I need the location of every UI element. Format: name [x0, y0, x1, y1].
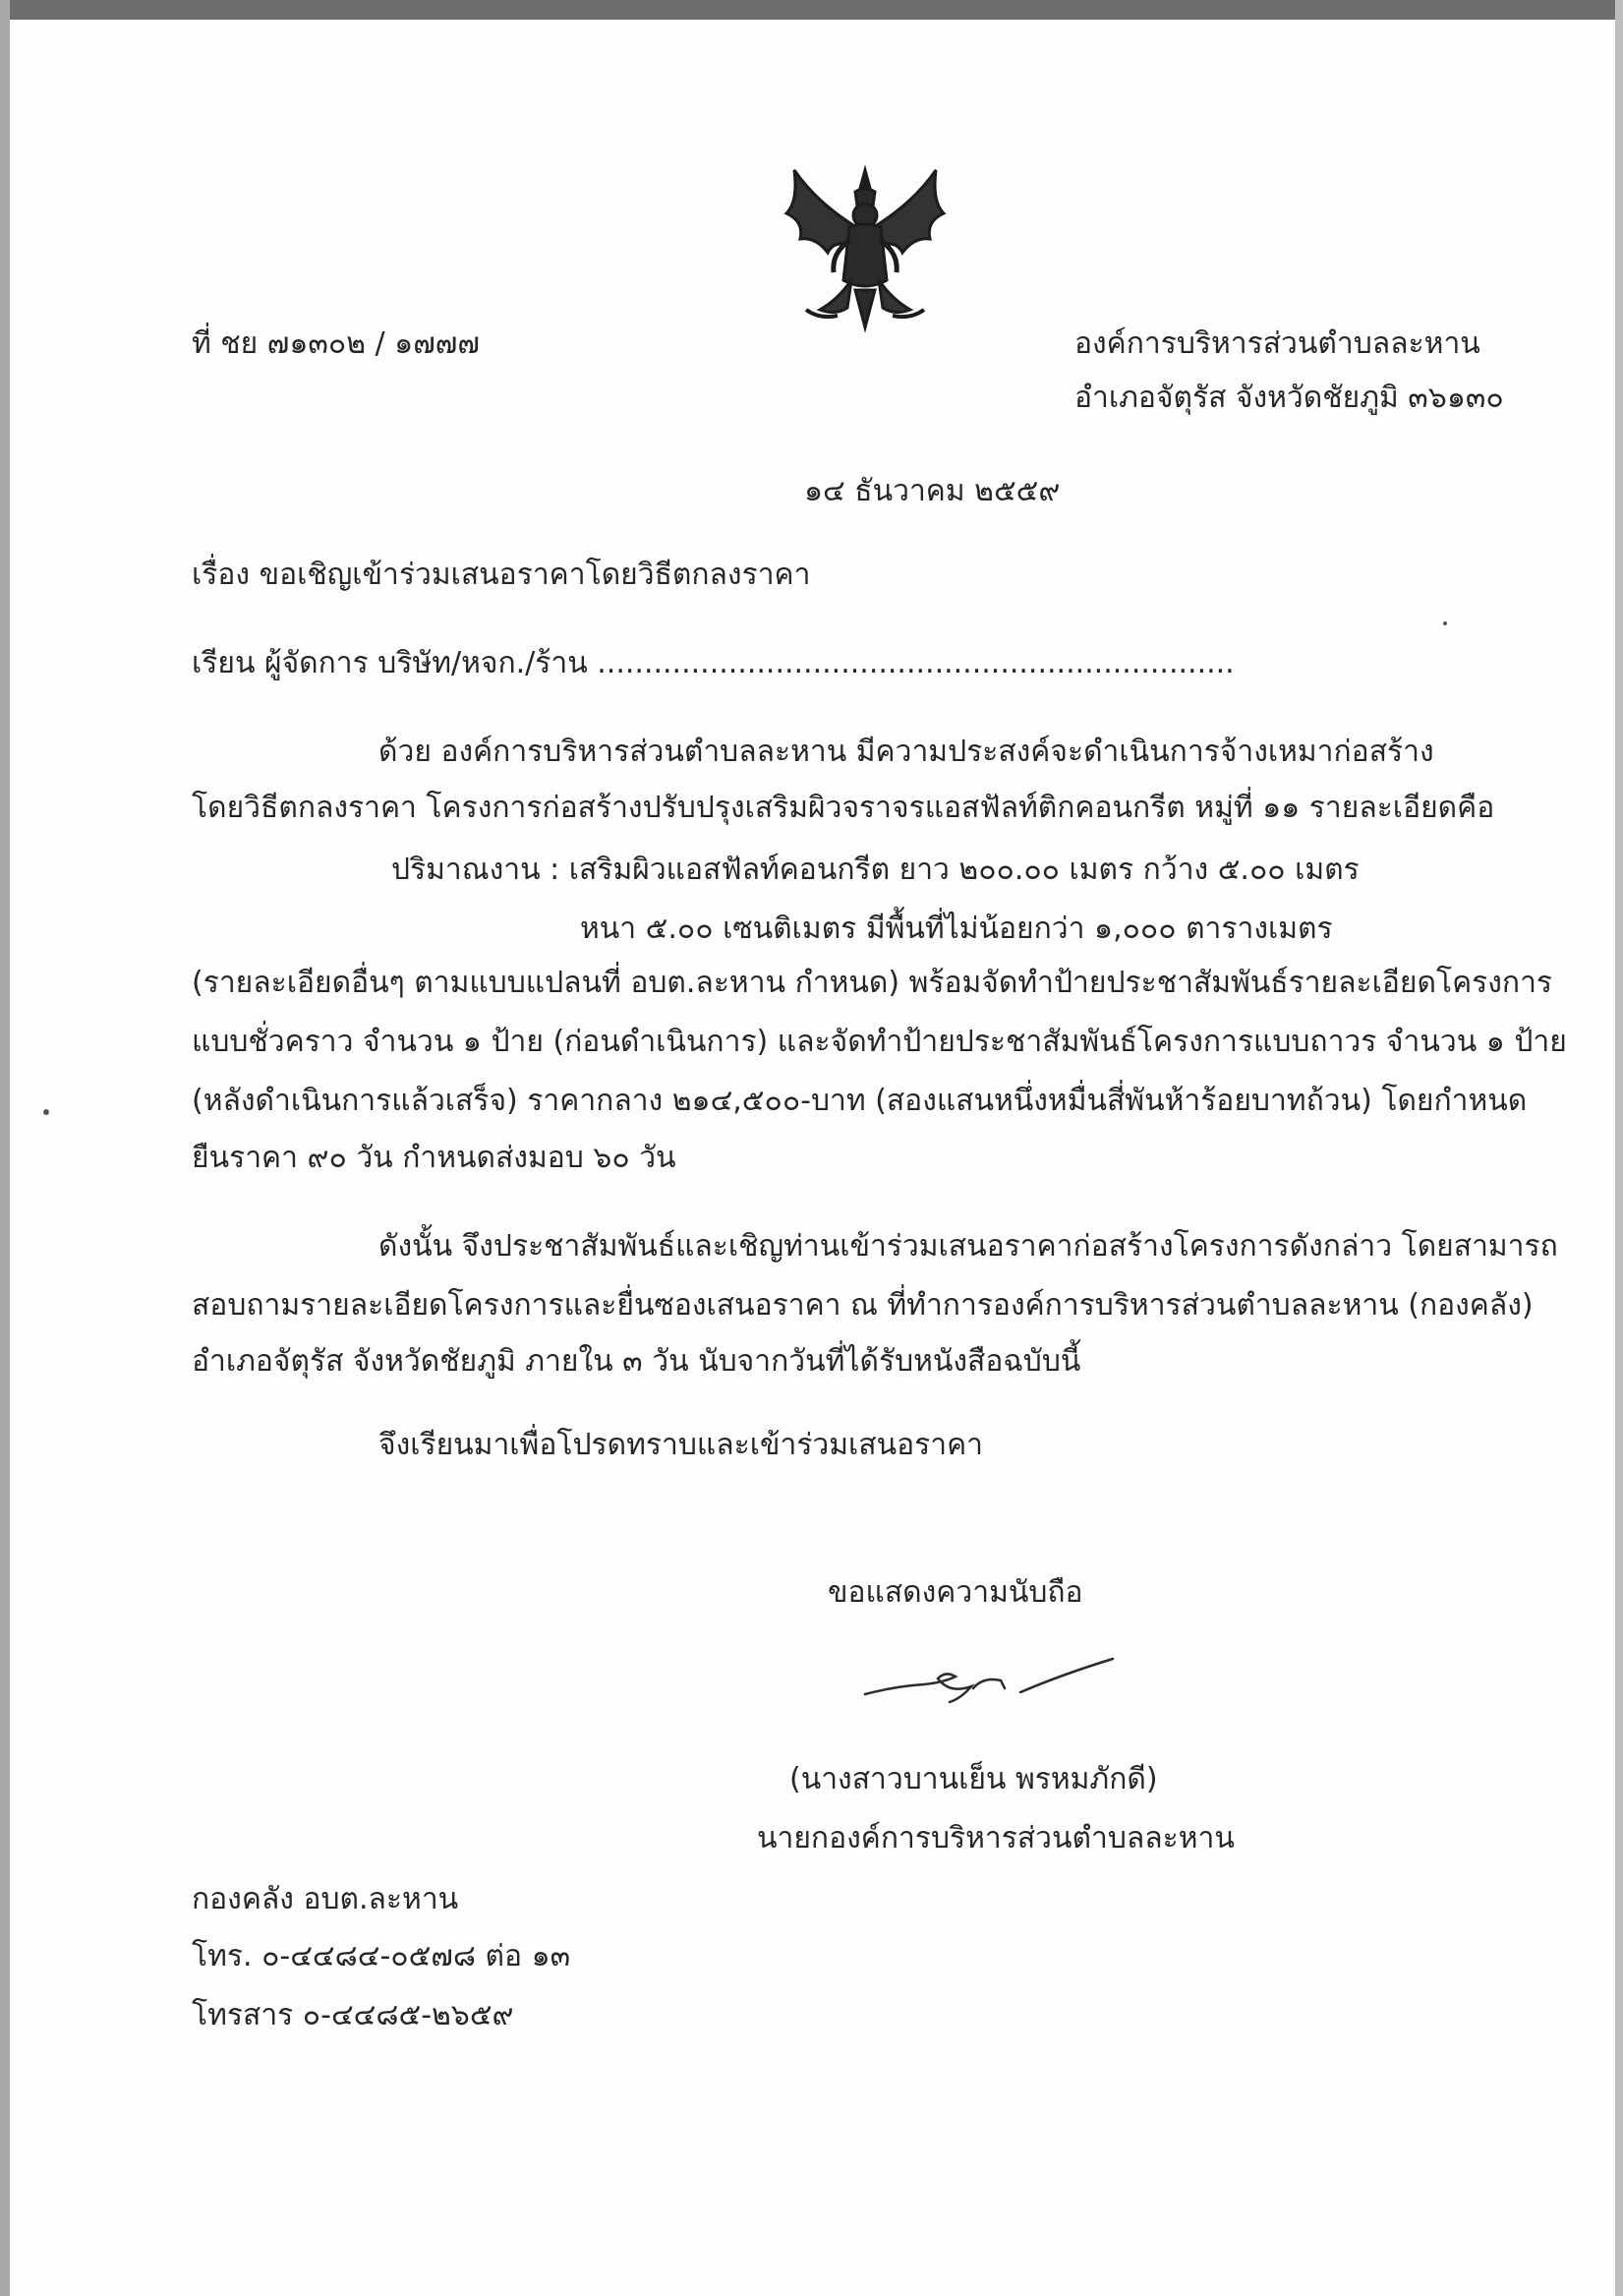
body-p1-line3: ปริมาณงาน : เสริมผิวแอสฟัลท์คอนกรีต ยาว ๒๐๐.๐๐ เมตร กว้าง ๕.๐๐ เมตร: [391, 853, 1360, 887]
signer-title: นายกองค์การบริหารส่วนตำบลละหาน: [757, 1821, 1235, 1855]
footer-department: กองคลัง อบต.ละหาน: [192, 1882, 459, 1916]
body-p3: จึงเรียนมาเพื่อโปรดทราบและเข้าร่วมเสนอราคา: [378, 1428, 984, 1462]
body-p1-line1: ด้วย องค์การบริหารส่วนตำบลละหาน มีความประสงค์จะดำเนินการจ้างเหมาก่อสร้าง: [378, 735, 1434, 769]
scan-edge-top: [0, 0, 1623, 20]
body-p1-line7: (หลังดำเนินการแล้วเสร็จ) ราคากลาง ๒๑๔,๕๐๐-บาท (สองแสนหนึ่งหมื่นสี่พันห้าร้อยบาทถ้วน) โดยกำหนด: [192, 1084, 1528, 1118]
body-p1-line2: โดยวิธีตกลงราคา โครงการก่อสร้างปรับปรุงเสริมผิวจราจรแอสฟัลท์ติกคอนกรีต หมู่ที่ ๑๑ รายละเอียดคือ: [192, 791, 1495, 825]
body-p2-line1: ดังนั้น จึงประชาสัมพันธ์และเชิญท่านเข้าร่วมเสนอราคาก่อสร้างโครงการดังกล่าว โดยสามารถ: [378, 1229, 1558, 1264]
footer-fax: โทรสาร ๐-๔๔๘๕-๒๖๕๙: [192, 1998, 514, 2032]
sender-org: องค์การบริหารส่วนตำบลละหาน: [1074, 326, 1480, 361]
body-p2-line3: อำเภอจัตุรัส จังหวัดชัยภูมิ ภายใน ๓ วัน นับจากวันที่ได้รับหนังสือฉบับนี้: [192, 1344, 1081, 1379]
sender-address: อำเภอจัตุรัส จังหวัดชัยภูมิ ๓๖๑๓๐: [1074, 381, 1504, 415]
letter-date: ๑๔ ธันวาคม ๒๕๕๙: [804, 474, 1061, 508]
footer-phone: โทร. ๐-๔๔๘๔-๐๕๗๘ ต่อ ๑๓: [192, 1939, 571, 1973]
closing-phrase: ขอแสดงความนับถือ: [828, 1575, 1083, 1610]
scan-speck: [43, 1109, 49, 1115]
body-p1-line4: หนา ๕.๐๐ เซนติเมตร มีพื้นที่ไม่น้อยกว่า ๑,๐๐๐ ตารางเมตร: [580, 912, 1333, 946]
scan-speck: [1443, 621, 1447, 625]
body-p1-line8: ยืนราคา ๙๐ วัน กำหนดส่งมอบ ๖๐ วัน: [192, 1141, 676, 1175]
signature-mark: [855, 1637, 1121, 1726]
letter-recipient: เรียน ผู้จัดการ บริษัท/หจก./ร้าน ....................................................................: [192, 646, 1235, 680]
body-p1-line5: (รายละเอียดอื่นๆ ตามแบบแปลนที่ อบต.ละหาน กำหนด) พร้อมจัดทำป้ายประชาสัมพันธ์รายละเอียดโครงการ: [192, 966, 1553, 1000]
scan-edge-right: [1615, 0, 1623, 2296]
scan-edge-left: [0, 0, 10, 2296]
letter-reference: ที่ ชย ๗๑๓๐๒ / ๑๗๗๗: [192, 326, 480, 361]
signer-name: (นางสาวบานเย็น พรหมภักดี): [789, 1762, 1158, 1796]
body-p1-line6: แบบชั่วคราว จำนวน ๑ ป้าย (ก่อนดำเนินการ) และจัดทำป้ายประชาสัมพันธ์โครงการแบบถาวร จำนวน ๑ ป้าย: [192, 1025, 1567, 1059]
garuda-emblem-icon: [777, 162, 954, 339]
letter-subject: เรื่อง ขอเชิญเข้าร่วมเสนอราคาโดยวิธีตกลงราคา: [192, 558, 811, 592]
body-p2-line2: สอบถามรายละเอียดโครงการและยื่นซองเสนอราคา ณ ที่ทำการองค์การบริหารส่วนตำบลละหาน (กองคลัง): [192, 1288, 1534, 1323]
